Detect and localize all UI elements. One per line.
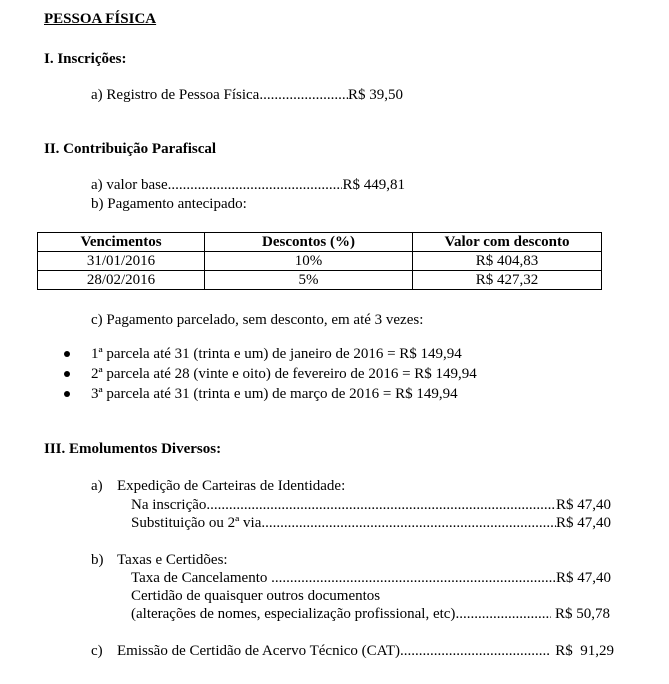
section-3-title: III. Emolumentos Diversos: [44,441,222,457]
cell-vencimento: 31/01/2016 [38,252,205,271]
item-a-marker: a) [91,478,103,494]
pagamento-parcelado-label: c) Pagamento parcelado, sem desconto, em até 3 vezes: [91,312,424,328]
leader-dots [259,86,348,104]
na-inscricao-label: Na inscrição [131,497,207,513]
alteracoes-line [131,605,610,623]
cell-desconto: 5% [205,271,413,290]
installment-3: 3ª parcela até 31 (trinta e um) de março de 2016 = R$ 149,94 [91,386,458,402]
taxa-cancelamento-line [131,569,611,587]
valor-base-label: a) valor base [91,177,168,193]
bullet-icon [64,351,70,357]
table-row [38,252,602,271]
valor-base-value: R$ 449,81 [342,177,405,193]
substituicao-label: Substituição ou 2ª via [131,515,262,531]
cat-line [117,642,614,660]
leader-dots [455,605,551,623]
installment-2: 2ª parcela até 28 (vinte e oito) de fevereiro de 2016 = R$ 149,94 [91,366,477,382]
item-c-marker: c) [91,643,103,659]
na-inscricao-value: R$ 47,40 [555,497,611,513]
section-1-title: I. Inscrições: [44,51,127,67]
leader-dots [400,642,552,660]
substituicao-value: R$ 47,40 [555,515,611,531]
bullet-icon [64,391,70,397]
na-inscricao-line [131,496,611,514]
installment-1: 1ª parcela até 31 (trinta e um) de janeiro de 2016 = R$ 149,94 [91,346,462,362]
leader-dots [206,496,556,514]
leader-dots [168,176,343,194]
cell-valor: R$ 404,83 [413,252,602,271]
taxa-cancelamento-label: Taxa de Cancelamento [131,570,272,586]
table-row [38,271,602,290]
header-valor: Valor com desconto [413,233,602,252]
taxa-cancelamento-value: R$ 47,40 [555,570,611,586]
substituicao-line [131,514,611,532]
item-a-label: Expedição de Carteiras de Identidade: [117,478,346,494]
table-header-row [38,233,602,252]
leader-dots [271,569,556,587]
cat-label: Emissão de Certidão de Acervo Técnico (CAT) [117,643,400,659]
item-b-marker: b) [91,552,104,568]
item-b-label: Taxas e Certidões: [117,552,228,568]
registro-value: R$ 39,50 [347,87,403,103]
cat-value: R$ 91,29 [551,643,614,659]
registro-label: a) Registro de Pessoa Física [91,87,260,103]
pagamento-antecipado-label: b) Pagamento antecipado: [91,196,247,212]
certidao-documentos-label: Certidão de quaisquer outros documentos [131,588,381,604]
leader-dots [261,514,556,532]
cell-valor: R$ 427,32 [413,271,602,290]
header-vencimentos: Vencimentos [38,233,205,252]
alteracoes-value: R$ 50,78 [551,606,610,622]
cell-desconto: 10% [205,252,413,271]
header-descontos: Descontos (%) [205,233,413,252]
valor-base-line [91,176,405,194]
page-title: PESSOA FÍSICA [44,11,157,27]
bullet-icon [64,371,70,377]
cell-vencimento: 28/02/2016 [38,271,205,290]
alteracoes-label: (alterações de nomes, especialização profissional, etc) [131,606,456,622]
registro-line [91,86,403,104]
discount-table [37,232,602,290]
section-2-title: II. Contribuição Parafiscal [44,141,217,157]
